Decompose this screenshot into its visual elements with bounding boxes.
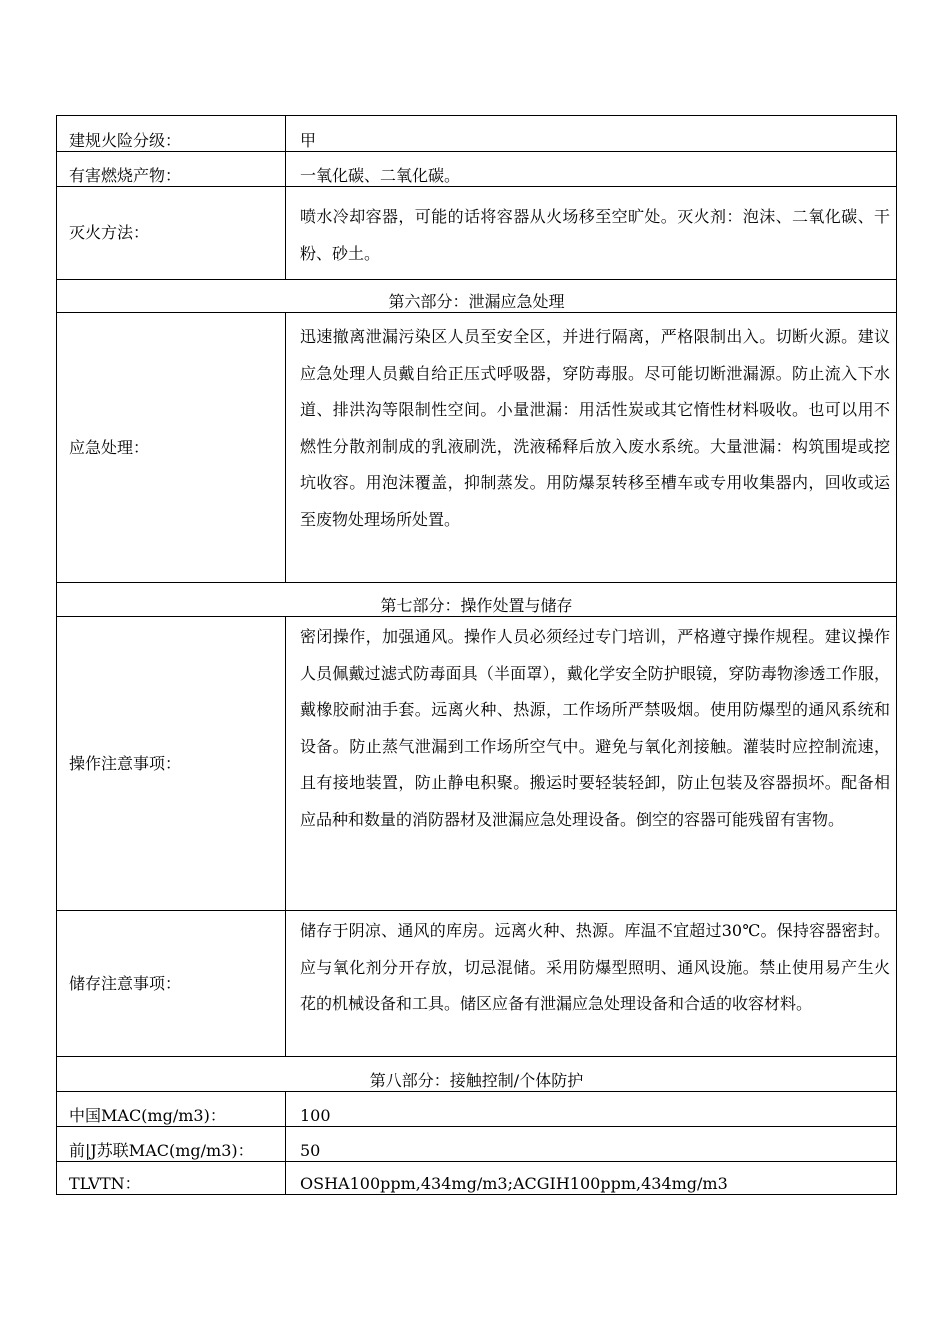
ussr-mac-label: 前|J苏联MAC(mg/m3)：: [57, 1127, 286, 1162]
row-ussr-mac: [57, 1127, 897, 1162]
storage-value: 储存于阴凉、通风的库房。远离火种、热源。库温不宜超过30℃。保持容器密封。应与氧化剂分开存放，切忌混储。采用防爆型照明、通风设施。禁止使用易产生火花的机械设备和工具。储区应备有泄漏应急处理设备和合适的收容材料。: [286, 911, 897, 1057]
tlvtn-label: TLVTN：: [57, 1162, 286, 1195]
section8-title: 第八部分：接触控制/个体防护: [57, 1057, 897, 1092]
row-hazard-class: [57, 116, 897, 152]
combustion-products-value: 一氧化碳、二氧化碳。: [286, 152, 897, 187]
row-operation: [57, 617, 897, 911]
ussr-mac-value: 50: [286, 1127, 897, 1162]
extinguish-value: 喷水冷却容器，可能的话将容器从火场移至空旷处。灭火剂：泡沫、二氧化碳、干粉、砂土。: [286, 187, 897, 280]
china-mac-label: 中国MAC(mg/m3)：: [57, 1092, 286, 1127]
msds-table: [56, 115, 897, 1195]
hazard-class-label: 建规火险分级：: [57, 116, 286, 152]
row-extinguish: [57, 187, 897, 280]
section7-title: 第七部分：操作处置与储存: [57, 583, 897, 617]
storage-label: 储存注意事项：: [57, 911, 286, 1057]
row-tlvtn: [57, 1162, 897, 1195]
row-emergency: [57, 313, 897, 583]
tlvtn-value: OSHA100ppm,434mg/m3;ACGIH100ppm,434mg/m3: [286, 1162, 897, 1195]
operation-value: 密闭操作，加强通风。操作人员必须经过专门培训，严格遵守操作规程。建议操作人员佩戴过滤式防毒面具（半面罩），戴化学安全防护眼镜，穿防毒物渗透工作服，戴橡胶耐油手套。远离火种、热源，工作场所严禁吸烟。使用防爆型的通风系统和设备。防止蒸气泄漏到工作场所空气中。避免与氧化剂接触。灌装时应控制流速，且有接地装置，防止静电积聚。搬运时要轻装轻卸，防止包装及容器损坏。配备相应品种和数量的消防器材及泄漏应急处理设备。倒空的容器可能残留有害物。: [286, 617, 897, 911]
hazard-class-value: 甲: [286, 116, 897, 152]
row-china-mac: [57, 1092, 897, 1127]
emergency-value: 迅速撤离泄漏污染区人员至安全区，并进行隔离，严格限制出入。切断火源。建议应急处理人员戴自给正压式呼吸器，穿防毒服。尽可能切断泄漏源。防止流入下水道、排洪沟等限制性空间。小量泄漏：用活性炭或其它惰性材料吸收。也可以用不燃性分散剂制成的乳液刷洗，洗液稀释后放入废水系统。大量泄漏：构筑围堤或挖坑收容。用泡沫覆盖，抑制蒸发。用防爆泵转移至槽车或专用收集器内，回收或运至废物处理场所处置。: [286, 313, 897, 583]
emergency-label: 应急处理：: [57, 313, 286, 583]
extinguish-label: 灭火方法：: [57, 187, 286, 280]
row-section8-title: [57, 1057, 897, 1092]
row-storage: [57, 911, 897, 1057]
row-section7-title: [57, 583, 897, 617]
combustion-products-label: 有害燃烧产物：: [57, 152, 286, 187]
operation-label: 操作注意事项：: [57, 617, 286, 911]
row-section6-title: [57, 280, 897, 313]
row-combustion-products: [57, 152, 897, 187]
section6-title: 第六部分：泄漏应急处理: [57, 280, 897, 313]
china-mac-value: 100: [286, 1092, 897, 1127]
